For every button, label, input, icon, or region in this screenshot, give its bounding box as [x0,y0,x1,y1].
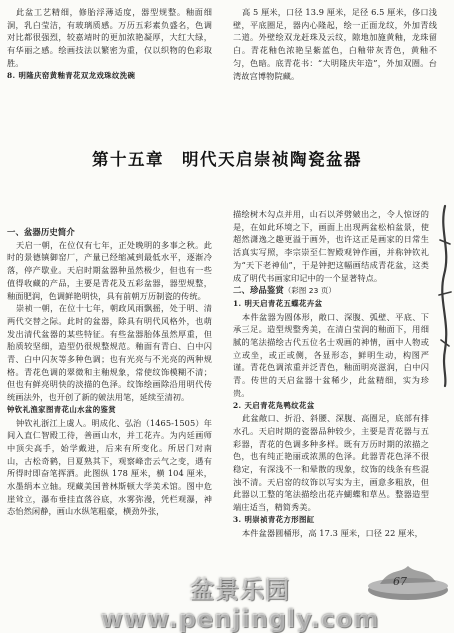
top-right-column [233,6,437,82]
right-column [233,208,429,539]
chapter-title: 第十五章 明代天启崇祯陶瓷盆器 [92,150,362,169]
item-2-text: 此盆敞口、折沿、斜腰、深腹、高圈足，底部有排水孔。天启时期的瓷器品种较少，主要是青花器与五彩器，青花的色调多种多样。既有万历时期的浓描之色，也有纯正艳丽或浓黑的色泽。此器青花色泽不很稳定，有深浅不一和晕散的现象，纹饰的线条有些混浊不清。天启窑的纹饰以写实为主，画意多粗放，但此器以工整的笔法描绘出花卉蝴蝶和草丛。整器造型端庄适当，精简秀美。 [233,413,429,513]
item-1-text: 本件盆器为圆体形，敞口、深腹、弧壁、平底、下承三足。造型规整秀美，在清白莹润的釉面下，用细腻的笔法描绘古代五位名士观画的神情，画中人物或立或坐，或正或侧，各显形态，鲜明生动，构图严谨。青花色调浓重并泛青色，釉面明亮滋润，白中闪青。传世的天启盆器十盆稀少，此盆精细，实为珍贵。 [233,311,429,398]
item-3-title: 3. 明崇祯青花方形图缸 [233,514,315,524]
paragraph-zhong-qinli: 钟钦礼浙江上虞人。明成化、弘治（1465-1505）年间入直仁智殿工待，善画山水，并工花卉。为内廷画师中顶尖高手，始学戴进，后来有所变化。所居门对南山，古松奇鹤，目夏熟其下，观察峰峦云气之变，遇有所得时即奋笔挥洒。此图纵 178 厘米，横 104 厘米，水墨绢本立轴。现藏美国普林斯顿大学美术馆。图中危崖耸立，瀑布垂挂直落谷底，水雾弥漫，凭栏观瀑，神态怡然闲静，画山水纵笔粗豪，横劲外张， [7,417,212,517]
item-2-title: 2. 天启青花凫鸭纹花盆 [233,400,315,410]
side-calligraphy-decoration [436,200,454,390]
paragraph-continuation: 描绘树木勾点并用，山石以斧劈皴出之，令人惊讶的是，在如此环境之下，画面上出现两盆松柏盆景，使超然潇逸之趣更溢于画外，也许这正是画家的日常生活真实写照，李宗崇至仁智殿观钟作画，并称钟钦礼为“天下老神仙”，于是钟把这幅画结成青花盆，这类成了明代书画家印记中的一个显著特点。 [233,209,429,283]
section-heading-note: （彩图 23 页） [283,286,336,296]
section-heading-appreciation [233,284,429,298]
section-heading-history: 一、盆器历史简介 [7,227,75,237]
watermark-text: 盆景乐园 www.penjingly.com [100,576,380,633]
top-left-caption: 8. 明隆庆窑黄釉青花双龙戏珠纹洗碗 [7,70,136,80]
section-heading-text: 二、珍品鉴赏 [233,285,284,296]
top-left-paragraph: 此盆工艺精细，修胎浮薄适度，器型规整。釉面细洞，乳白莹洁，有玻璃质感。万历五彩素负盛名，色调对比都很强烈，较嘉靖时的更加浓艳凝厚，大红大绿，有华丽之感。绘画技法以繁密为重，仅以织物的色彩取胜。 [7,7,212,68]
item-1-title: 1. 明天启青花五蝶花卉盆 [233,298,323,308]
paragraph-chongzhen: 崇祯一朝，在位十七年，朝政风雨飘摇，处于明、清两代交替之际。此时的盆器，除具有明代风格外，也萌发出清代盆器的某些特征。有些盆器胎体虽然厚重，但胎质较坚细，造型仍很规整规范。釉面有青白、白中闪青、白中闪灰等多种色调；也有光亮与不光亮的两种规格。青花色调的翠微和主釉规象，常使纹饰模糊不清；但也有鲜亮明快的淡描的色泽。纹饰绘画除沿用明代传统画法外，也开创了新的皴法用笔，延续至清初。 [7,303,212,403]
item-3-text: 本件盆器圆桶形，高 17.3 厘米，口径 22 厘米， [242,527,423,538]
top-left-column [7,6,212,82]
subheading-zhong-qinli: 钟钦礼渔家图青花山水盆的鉴赏 [7,404,117,414]
paragraph-tianqi: 天启一朝，在位仅有七年，正处晚明的多事之秋。此时的景德镇御窑厂，产量已经缩减到最低水平，逐渐冷落，停产歇业。天启时期盆器种虽然极少，但也有一些值得收藏的产品，主要是青花及五彩盆器，器型规整，釉面肥润，色调鲜艳明快，具有前朝万历制瓷的传统。 [7,239,212,301]
page-number: 67 [393,575,407,588]
left-column [7,226,212,518]
top-right-paragraph: 高 5 厘米，口径 13.9 厘米，足径 6.5 厘米，侈口浅壁，平底圈足，器内心隆起，绘一正面龙纹，外加青线二道。外壁绘双龙赶珠及云纹，隙地加施黄釉，龙珠留白。青花釉色浓艳呈紫蓝色，白釉带灰青色，黄釉不匀，色暗。底青花书：“大明隆庆年造”，外加双圈。台湾故宫博物院藏。 [233,7,437,81]
